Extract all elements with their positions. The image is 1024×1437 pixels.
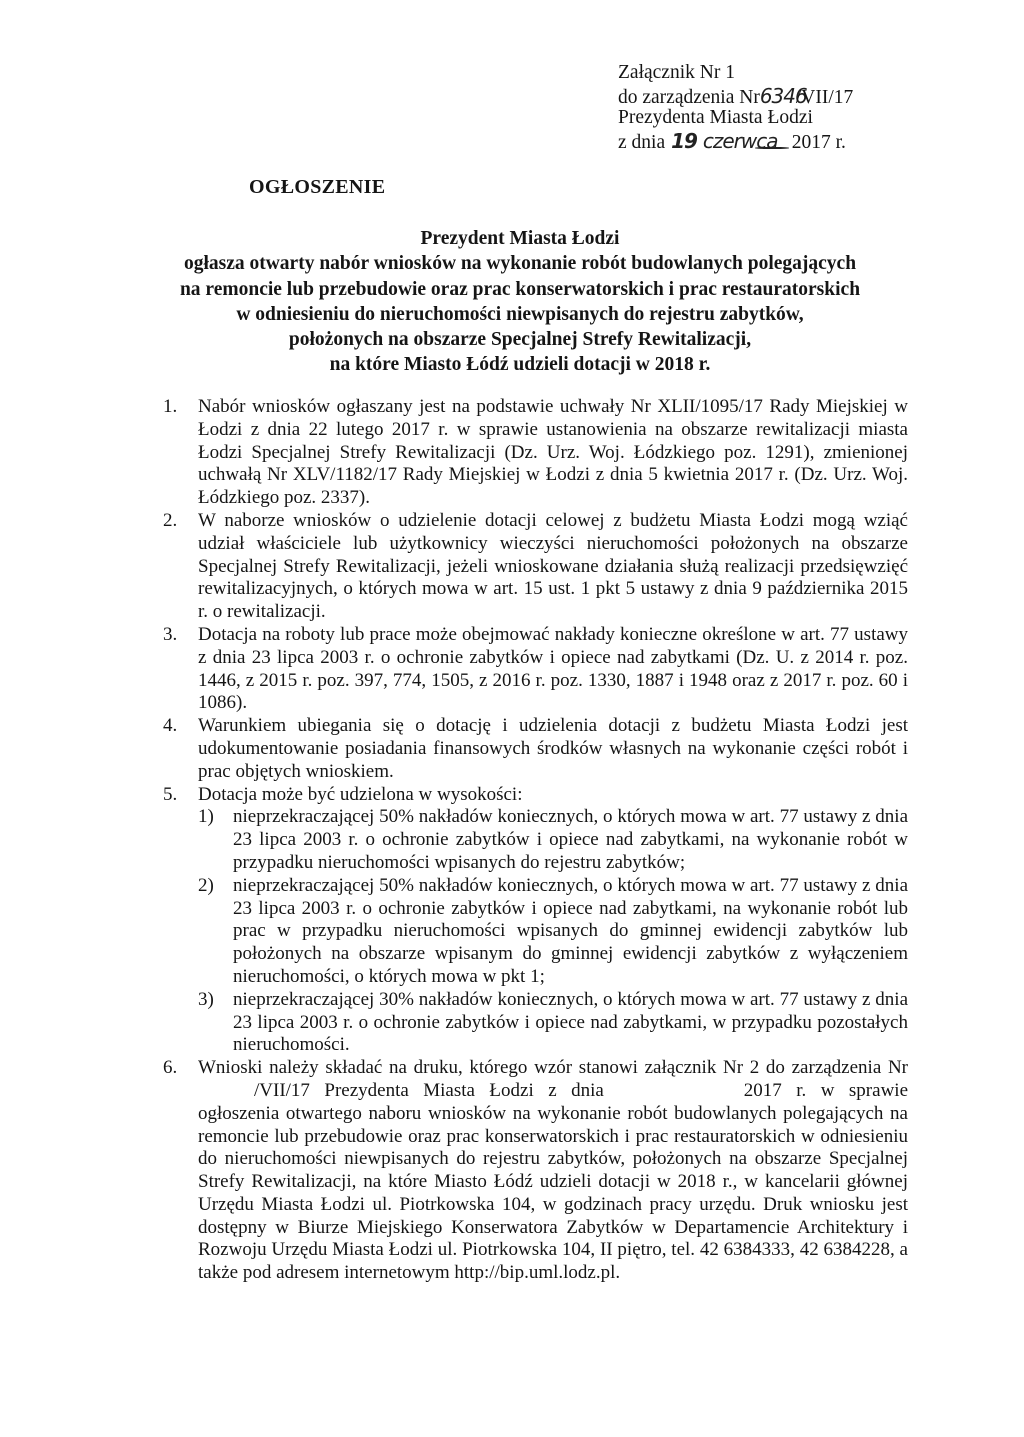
- ordinance-suffix: /VII/17: [795, 86, 854, 108]
- announcement-label: OGŁOSZENIE: [249, 176, 386, 198]
- date-suffix: 2017 r.: [791, 131, 846, 153]
- item-text: W naborze wniosków o udzielenie dotacji celowej z budżetu Miasta Łodzi mogą wziąć udział właściciele lub użytkownicy wieczyści nieruchomości położonych na obszarze Specjalnej Strefy Rewitalizacji, jeżeli wnioskowane działania służą realizacji przedsięwzięć rewitalizacyjnych, o których mowa w art. 15 ust. 1 pkt 5 ustawy z dnia 9 października 2015 r. o rewitalizacji.: [198, 509, 908, 623]
- item-text: Nabór wniosków ogłaszany jest na podstawie uchwały Nr XLII/1095/17 Rady Miejskiej w Łodzi z dnia 22 lutego 2017 r. w sprawie ustanowienia na obszarze rewitalizacji miasta Łodzi Specjalnej Strefy Rewitalizacji (Dz. Urz. Woj. Łódzkiego poz. 1291), zmienionej uchwałą Nr XLV/1182/17 Rady Miejskiej w Łodzi z dnia 5 kwietnia 2017 r. (Dz. Urz. Woj. Łódzkiego poz. 2337).: [198, 396, 908, 509]
- item-number: 5.: [163, 783, 178, 805]
- attachment-issuer: Prezydenta Miasta Łodzi: [618, 107, 813, 128]
- attachment-ordinance-ref: [618, 85, 853, 108]
- item-text: Dotacja może być udzielona w wysokości:: [198, 783, 523, 805]
- handwritten-month: czerwca: [703, 130, 787, 153]
- numbered-list: [163, 396, 908, 1285]
- attachment-number: Załącznik Nr 1: [618, 62, 735, 83]
- sub-item: [198, 806, 908, 874]
- item-text-part: Wnioski należy składać na druku, którego wzór stanowi załącznik Nr 2 do zarządzenia Nr: [198, 1057, 908, 1079]
- item-number: 2.: [163, 509, 178, 531]
- sub-item-number: 1): [198, 806, 214, 828]
- heading-line: Prezydent Miasta Łodzi: [420, 228, 620, 249]
- list-item: [163, 396, 908, 510]
- item-number: 6.: [163, 1057, 178, 1079]
- sub-item: [198, 875, 908, 989]
- heading-line: w odniesieniu do nieruchomości niewpisanych do rejestru zabytków,: [236, 303, 804, 325]
- sub-item-number: 3): [198, 988, 214, 1010]
- item-text-part: 2017 r. w sprawie ogłoszenia otwartego naboru wniosków na wykonanie robót budowlanych polegających na remoncie lub przebudowie oraz prac konserwatorskich i prac restauratorskich w odniesieniu do nieruchomości niewpisanych do rejestru zabytków, położonych na obszarze Specjalnej Strefy Rewitalizacji, na które Miasto Łódź udzieli dotacji w 2018 r., w kancelarii głównej Urzędu Miasta Łodzi ul. Piotrkowska 104, w godzinach pracy urzędu. Druk wniosku jest dostępny w Biurze Miejskiego Konserwatora Zabytków w Departamencie Architektury i Rozwoju Urzędu Miasta Łodzi ul. Piotrkowska 104, II piętro, tel. 42 6384333, 42 6384228, a także pod adresem internetowym http://bip.uml.lodz.pl.: [198, 1079, 908, 1284]
- list-item: [163, 784, 908, 1058]
- sub-item-text: nieprzekraczającej 50% nakładów koniecznych, o których mowa w art. 77 ustawy z dnia 23 lipca 2003 r. o ochronie zabytków i opiece nad zabytkami, na wykonanie robót w przypadku nieruchomości wpisanych do rejestru zabytków;: [233, 806, 908, 873]
- item-text-part: /VII/17 Prezydenta Miasta Łodzi z dnia: [254, 1079, 604, 1101]
- item-text: Warunkiem ubiegania się o dotację i udzielenia dotacji z budżetu Miasta Łodzi jest udokumentowanie posiadania finansowych środków własnych na wykonanie części robót i prac objętych wnioskiem.: [198, 715, 908, 782]
- heading-line: położonych na obszarze Specjalnej Strefy Rewitalizacji,: [288, 329, 752, 351]
- item-number: 1.: [163, 396, 178, 417]
- sub-item-text: nieprzekraczającej 50% nakładów koniecznych, o których mowa w art. 77 ustawy z dnia 23 lipca 2003 r. o ochronie zabytków i opiece nad zabytkami, na wykonanie robót lub prac w przypadku nieruchomości wpisanych do gminnej ewidencji zabytków lub położonych na obszarze wpisanym do gminnej ewidencji zabytków z wyłączeniem nieruchomości, o których mowa w pkt 1;: [233, 874, 908, 987]
- announcement-heading: [130, 226, 910, 378]
- list-item: [163, 715, 908, 783]
- handwritten-ordinance-number: 6346: [759, 83, 807, 108]
- handwritten-day: 19: [671, 128, 697, 153]
- item-text: Dotacja na roboty lub prace może obejmować nakłady konieczne określone w art. 77 ustawy z dnia 23 lipca 2003 r. o ochronie zabytków i opiece nad zabytkami (Dz. U. z 2014 r. poz. 1446, z 2015 r. poz. 397, 774, 1505, z 2016 r. poz. 1330, 1887 i 1948 oraz z 2017 r. poz. 60 i 1086).: [198, 623, 908, 714]
- item-number: 4.: [163, 715, 178, 737]
- attachment-date: [618, 130, 853, 153]
- ordinance-prefix: do zarządzenia Nr: [618, 86, 760, 108]
- list-item: [163, 1057, 908, 1285]
- attachment-header: [618, 62, 853, 152]
- heading-line: na które Miasto Łódź udzieli dotacji w 2018 r.: [329, 354, 711, 376]
- heading-line: ogłasza otwarty nabór wniosków na wykonanie robót budowlanych polegających: [183, 253, 857, 275]
- date-prefix: z dnia: [618, 131, 666, 153]
- sub-item-number: 2): [198, 874, 214, 896]
- item-text: [198, 1057, 908, 1285]
- list-item: [163, 510, 908, 624]
- sub-item: [198, 989, 908, 1057]
- item-number: 3.: [163, 623, 178, 645]
- list-item: [163, 624, 908, 715]
- heading-line: na remoncie lub przebudowie oraz prac konserwatorskich i prac restauratorskich: [179, 278, 861, 300]
- sub-item-text: nieprzekraczającej 30% nakładów koniecznych, o których mowa w art. 77 ustawy z dnia 23 lipca 2003 r. o ochronie zabytków i opiece nad zabytkami, w przypadku pozostałych nieruchomości.: [233, 988, 908, 1056]
